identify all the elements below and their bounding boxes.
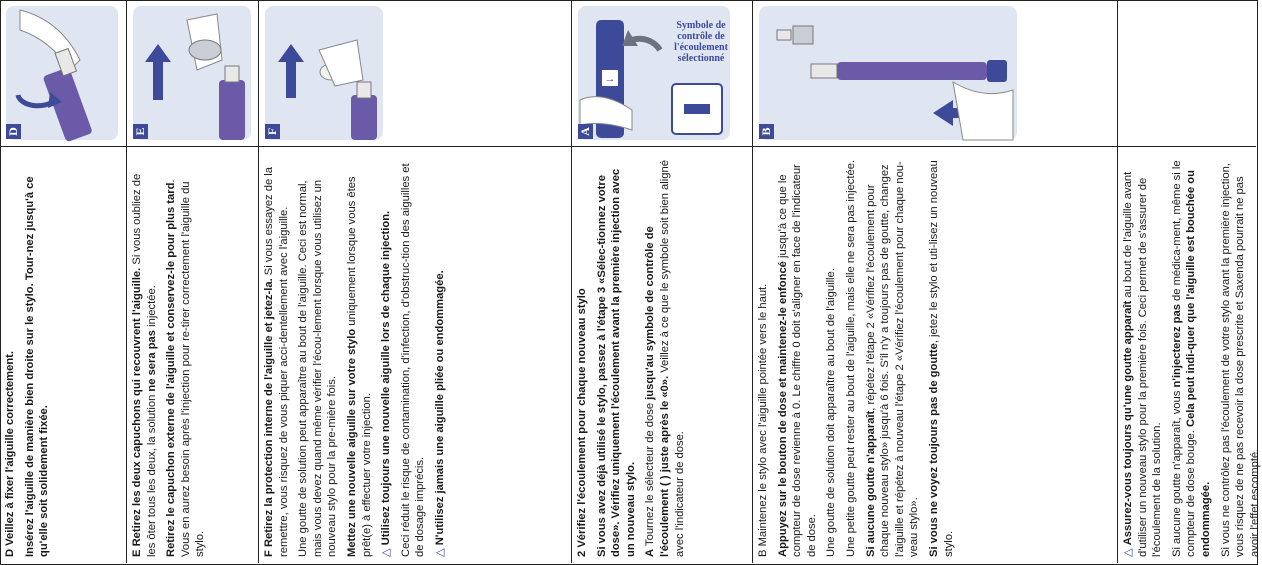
step-d-text: Insérez l'aiguille de manière bien droite sur le stylo. Tour-nez jusqu'à ce qu'elle soit solidement fixée. [23,176,51,557]
step-a-text: A Tournez le sélecteur de dose jusqu'au symbole de contrôle de l'écoulement ( ) juste après le «0». Veillez à ce que le symbole soit bien aligné avec l'indicateur de dose. [644,160,686,557]
step-e-text-2: Retirez le capuchon externe de l'aiguille et conservez-le pour plus tard. Vous en aurez besoin après l'injection pour re-tirer correctement l'aiguille du stylo. [165,179,207,557]
step-d-heading: D Veillez à fixer l'aiguille correctement. [4,351,16,557]
figure-d [0,0,126,147]
step-f-warning-2: △ N'utilisez jamais une aiguille pliée ou endommagée. [433,270,446,557]
step-2-heading: 2 Vérifiez l'écoulement pour chaque nouveau stylo [576,288,588,557]
step-f-text-5: Ceci réduit le risque de contamination, d'infection, d'obstruc-tion des aiguilles et de dosage imprécis. [399,163,427,557]
column-b [753,0,1118,563]
warning-triangle-icon: △ [433,548,446,557]
column-last [1118,0,1261,563]
step-b-text-1: B Maintenez le stylo avec l'aiguille pointée vers le haut. [757,283,769,557]
step-f-text-1: F Retirez la protection interne de l'aiguille et jetez-la. Si vous essayez de la remettre, vous risquez de vous piquer acci-dentellement avec l'aiguille. [263,167,290,557]
check-consequence: Si vous ne contrôlez pas l'écoulement de votre stylo avant la première injection, vous risquez de ne pas recevoir la dose prescrite et Saxenda pourrait ne pas avoir l'effet escompté. [1219,163,1261,557]
svg-text:→: → [604,73,616,85]
step-2-note: Si vous avez déjà utilisé le stylo, passez à l'étape 3 «Sélec-tionnez votre dose». Vérifiez uniquement l'écoulement avant la première injection avec un nouveau stylo. [595,168,637,557]
figure-f [259,0,571,147]
column-a [572,0,753,563]
step-b-text-4: Une petite goutte peut rester au bout de l'aiguille, mais elle ne sera pas injectée. [844,159,857,557]
figure-b [753,0,1117,147]
step-f-text-3: Mettez une nouvelle aiguille sur votre stylo uniquement lorsque vous êtes prêt(e) à effectuer votre injection. [345,176,373,557]
step-b-text-6: Si vous ne voyez toujours pas de goutte, jetez le stylo et uti-lisez un nouveau stylo. [927,160,955,557]
step-f-text-2: Une goutte de solution peut apparaître au bout de l'aiguille. Ceci est normal, mais vous devez quand même vérifier l'écou-lement lorsque vous utilisez un nouveau stylo pour la pre-mière fois. [297,179,339,557]
figure-b-label: B [759,124,774,139]
step-b-text-5: Si aucune goutte n'apparaît, répétez l'étape 2 «Vérifiez l'écoulement pour chaque nouveau stylo» jusqu'à 6 fois. S'il n'y a toujours pas de goutte, changez l'aiguille et répétez à nouveau l'étape 2 «Vérifiez l'écoulement pour chaque nou-veau stylo». [864,161,921,557]
figure-d-label: D [6,124,21,139]
column-e [127,0,259,563]
warning-triangle-icon: △ [380,548,393,557]
warning-triangle-icon: △ [1122,548,1134,557]
figure-e [127,0,258,147]
figure-b-illustration [753,0,1023,146]
check-warning: △ Assurez-vous toujours qu'une goutte apparaît au bout de l'aiguille avant d'utiliser un nouveau stylo pour la première fois. Ceci permet de s'assurer de l'écoulement de la solution. [1122,171,1164,557]
check-no-drop: Si aucune goutte n'apparaît, vous n'injecterez pas de médica-ment, même si le compteur de dose bouge. Cela peut indi-quer que l'aiguille est bouchée ou endommagée. [1170,160,1212,557]
figure-a-label: A [578,124,593,139]
figure-a [572,0,752,147]
column-d [0,0,127,563]
step-b-text-3: Une goutte de solution doit apparaître au bout de l'aiguille. [825,268,838,557]
column-f [259,0,572,563]
figure-e-label: E [133,124,148,139]
empty-figure-cell [1118,0,1256,147]
step-b-text-2: Appuyez sur le bouton de dose et maintenez-le enfoncé jusqu'à ce que le compteur de dose revienne à 0. Le chiffre 0 doit s'aligner en face de l'indicateur de dose. [776,164,818,557]
flow-check-callout: Symbole de contrôle de l'écoulement sélectionné [674,20,728,64]
step-e-text-1: E Retirez les deux capuchons qui recouvrent l'aiguille. Si vous oubliez de les ôter tous les deux, la solution ne sera pas injectée. [131,173,158,557]
step-f-warning-1: △ Utilisez toujours une nouvelle aiguille lors de chaque injection. [380,210,393,557]
figure-f-label: F [265,124,280,139]
